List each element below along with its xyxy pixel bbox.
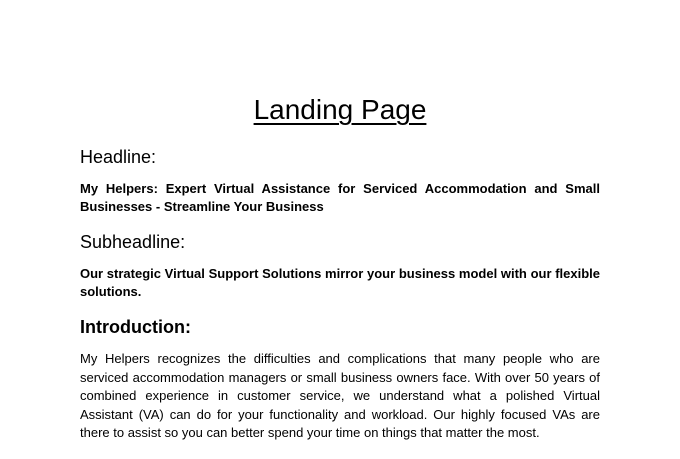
introduction-paragraph: My Helpers recognizes the difficulties and complications that many people who are serviced accommodation managers or small business owners face. With over 50 years of combined experience in customer service, we understand what a polished Virtual Assistant (VA) can do for your functionality and workload. Our highly focused VAs are there to assist so you can better spend your time on things that matter the most. xyxy=(80,351,600,440)
headline-label: Headline: xyxy=(80,147,157,167)
page-title: Landing Page xyxy=(253,94,427,125)
introduction-heading: Introduction: xyxy=(80,317,191,337)
subheadline-label: Subheadline: xyxy=(80,232,186,252)
subheadline-text: Our strategic Virtual Support Solutions mirror your business model with our flexible solutions. xyxy=(80,266,600,299)
headline-text: My Helpers: Expert Virtual Assistance for Serviced Accommodation and Small Businesses - Streamline Your Business xyxy=(80,181,600,214)
